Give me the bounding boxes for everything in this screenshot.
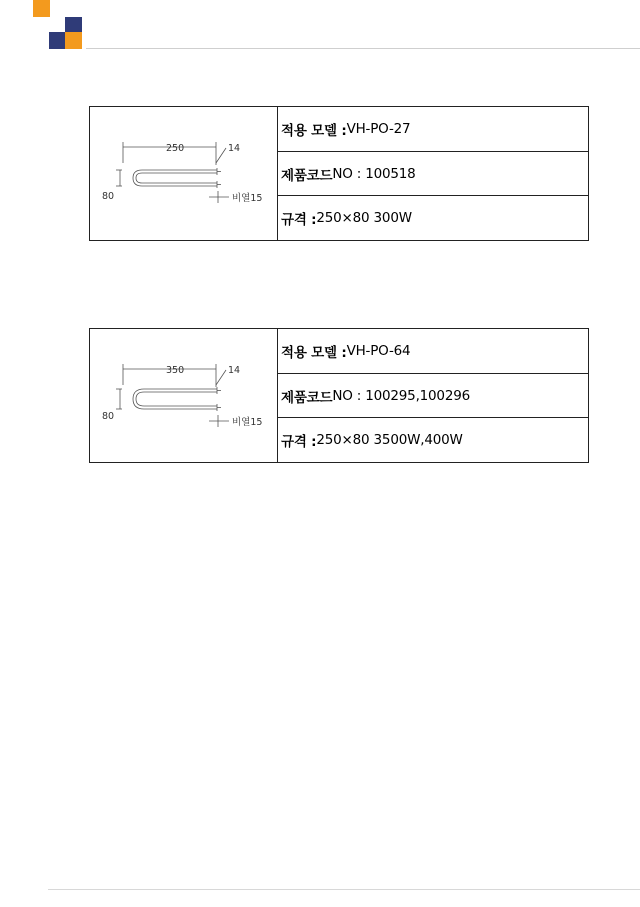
height-dimension: 80 — [102, 411, 115, 422]
specification-label: 규격 : — [281, 212, 317, 229]
terminal-note: 비열15 — [232, 193, 263, 204]
logo-orange-square — [33, 0, 50, 17]
model-value: VH-PO-27 — [346, 120, 411, 137]
model-label: 적용 모델 : — [281, 122, 347, 139]
specification-label: 규격 : — [281, 434, 317, 451]
u-heater-diagram — [90, 107, 277, 240]
specification-row — [278, 418, 588, 462]
product-code-row — [278, 374, 588, 419]
product-spec-card — [89, 106, 589, 241]
length-dimension: 250 — [166, 143, 185, 154]
pin-dimension: 14 — [228, 365, 241, 376]
product-code-label: 제품코드 — [281, 389, 333, 406]
product-code-value: NO : 100518 — [332, 165, 416, 182]
length-dimension: 350 — [166, 365, 185, 376]
logo-navy-square — [49, 32, 66, 49]
specification-row — [278, 196, 588, 240]
model-row — [278, 107, 588, 152]
heater-drawing — [90, 329, 278, 462]
model-value: VH-PO-64 — [346, 342, 411, 359]
spec-list — [278, 107, 588, 240]
product-code-row — [278, 152, 588, 197]
brand-logo — [0, 0, 90, 55]
product-code-value: NO : 100295,100296 — [332, 387, 470, 404]
height-dimension: 80 — [102, 191, 115, 202]
logo-orange-square — [65, 32, 82, 49]
specification-value: 250×80 300W — [316, 210, 412, 227]
product-code-label: 제품코드 — [281, 167, 333, 184]
model-row — [278, 329, 588, 374]
footer-divider — [48, 889, 640, 890]
heater-drawing — [90, 107, 278, 240]
model-label: 적용 모델 : — [281, 344, 347, 361]
header-divider — [86, 48, 640, 49]
pin-dimension: 14 — [228, 143, 241, 154]
u-heater-diagram — [90, 329, 277, 462]
terminal-note: 비열15 — [232, 417, 263, 428]
product-spec-card — [89, 328, 589, 463]
spec-list — [278, 329, 588, 462]
specification-value: 250×80 3500W,400W — [316, 432, 463, 449]
